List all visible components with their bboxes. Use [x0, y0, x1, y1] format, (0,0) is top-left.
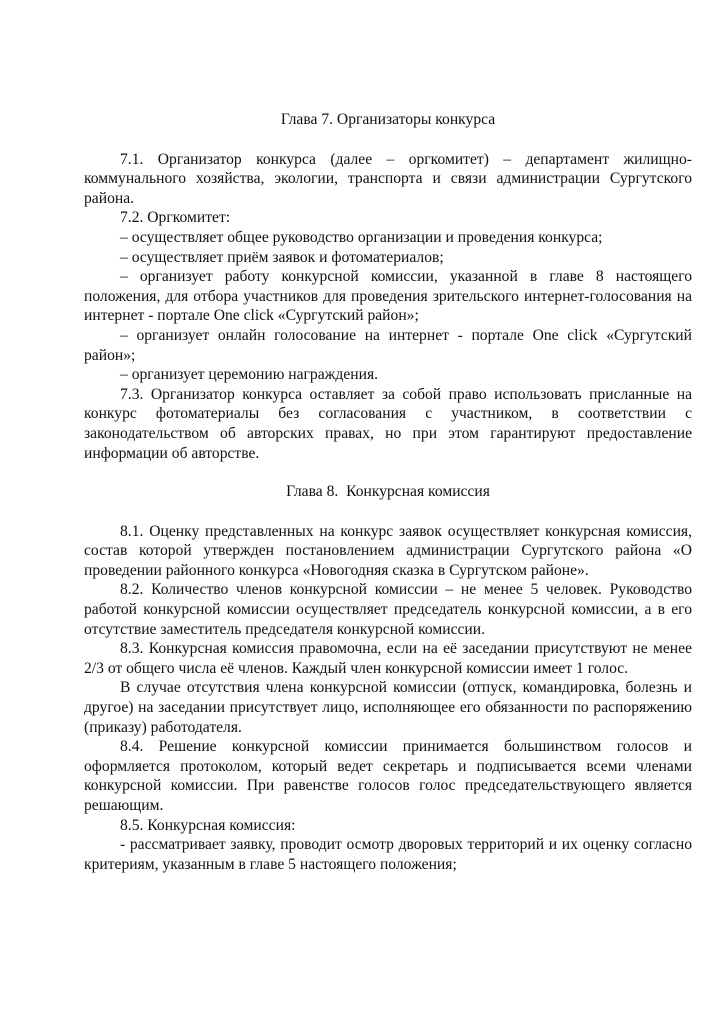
list-item-award-ceremony: – организует церемонию награждения.	[120, 366, 379, 384]
list-item-review-application: - рассматривает заявку, проводит осмотр дворовых территорий и их оценку согласно критериям, указанным в главе 5 настоящего положения;	[84, 836, 692, 873]
paragraph-7-1: 7.1. Организатор конкурса (далее – оргкомитет) – департамент жилищно-коммунального хозяйства, экологии, транспорта и связи администрации Сургутского района.	[84, 150, 692, 207]
list-item-organize-commission: – организует работу конкурсной комиссии, указанной в главе 8 настоящего положения, для отбора участников для проведения зрительского интернет-голосования на интернет - портале One click «Сургутский район»;	[84, 268, 692, 325]
list-item-accept-applications: – осуществляет приём заявок и фотоматериалов;	[120, 248, 444, 266]
paragraph-8-2: 8.2. Количество членов конкурсной комиссии – не менее 5 человек. Руководство работой конкурсной комиссии осуществляет председатель конкурсной комиссии, а в его отсутствие заместитель председателя конкурсной комиссии.	[84, 581, 692, 638]
paragraph-8-4: 8.4. Решение конкурсной комиссии принимается большинством голосов и оформляется протоколом, который ведет секретарь и подписывается всеми членами конкурсной комиссии. При равенстве голосов голос председательствующего является решающим.	[84, 738, 692, 814]
paragraph-8-1: 8.1. Оценку представленных на конкурс заявок осуществляет конкурсная комиссия, состав которой утвержден постановлением администрации Сургутского района «О проведении районного конкурса «Новогодняя сказка в Сургутском районе».	[84, 522, 692, 579]
paragraph-7-2: 7.2. Оргкомитет:	[120, 209, 231, 227]
chapter-7-heading: Глава 7. Организаторы конкурса	[280, 111, 496, 128]
list-item-online-voting: – организует онлайн голосование на интернет - портале One click «Сургутский район»;	[84, 326, 692, 364]
paragraph-8-3: 8.3. Конкурсная комиссия правомочна, если на её заседании присутствуют не менее 2/3 от общего числа её членов. Каждый член конкурсной комиссии имеет 1 голос.	[84, 640, 692, 677]
paragraph-7-3: 7.3. Организатор конкурса оставляет за собой право использовать присланные на конкурс фотоматериалы без согласования с участником, в соответствии с законодательством об авторских правах, но при этом гарантируют предоставление информации об авторстве.	[84, 385, 692, 462]
chapter-8-heading: Глава 8. Конкурсная комиссия	[286, 483, 490, 501]
list-item-general-management: – осуществляет общее руководство организации и проведения конкурса;	[120, 228, 603, 246]
paragraph-8-3-absence: В случае отсутствия члена конкурсной комиссии (отпуск, командировка, болезнь и другое) на заседании присутствует лицо, исполняющее его обязанности по распоряжению (приказу) работодателя.	[84, 679, 692, 736]
document-body	[84, 110, 692, 874]
paragraph-8-5: 8.5. Конкурсная комиссия:	[120, 816, 296, 834]
